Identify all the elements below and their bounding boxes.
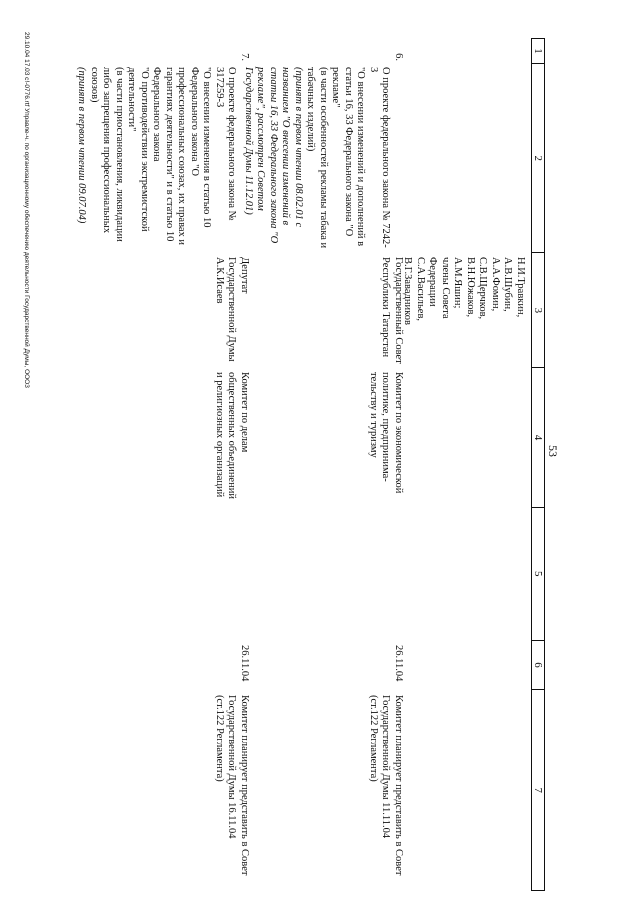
date-cell [401, 641, 526, 691]
description-italic: (принят в первом чтении 09.07.04) [76, 67, 88, 224]
header-col-3: 3 [532, 253, 544, 368]
responsible-committee: Комитет по экономической политике, предпринима-тельству и туризму [368, 372, 404, 494]
description-italic: (принят в первом чтении 08.02.01 с названием "О внесении изменений в статьи 16, 33 Федерального закона "О рекламе", рассмотрен Советом Государственной Думы 11.12.01) [243, 67, 304, 244]
header-col-1: 1 [532, 39, 544, 64]
bill-author: Государственный Совет Республики Татарстан [380, 257, 404, 364]
row-number: 7. [239, 53, 250, 61]
note-cell: Комитет планирует представить в Совет Государственной Думы 16.11.04 (ст.122 Регламента) [214, 695, 250, 876]
responsible-committee [401, 368, 526, 508]
bill-author: Депутат Государственной Думы А.К.Исаев [214, 257, 250, 362]
note-cell [401, 691, 526, 891]
col5-cell [75, 508, 250, 641]
table-row-6 [242, 38, 405, 891]
bill-description [401, 63, 526, 253]
header-col-2: 2 [532, 64, 544, 254]
date-cell: 26.11.04 [393, 645, 404, 682]
table-header [531, 38, 545, 891]
header-col-6: 6 [532, 641, 544, 691]
header-col-7: 7 [532, 787, 544, 793]
description-text: О проекте федерального закона № 317259-3 "О внесении изменения в статью 10 Федерального закона "О профессиональных союзах, их правах и гарантиях деятельности" и в статью 10 Федерального закона "О противодействии экстремистской деятельности" (в части приостановления, ликвидации либо запрещения профессиональных союзов) [89, 67, 238, 246]
page-number: 53 [546, 445, 560, 457]
table-row-continuation [401, 38, 526, 891]
header-col-4: 4 [532, 368, 544, 508]
responsible-committee: Комитет по делам общественных объединений и религиозных организаций [214, 372, 250, 499]
date-cell: 26.11.04 [239, 645, 250, 682]
bill-description [75, 63, 250, 253]
document-footer: 29.10.04 17.03 c!-0776.rtf Управле-ч. по организационному обеспечению деятельности Государственной Думы, OOO3 [23, 32, 30, 388]
header-col-5: 5 [532, 508, 544, 641]
bill-description [242, 63, 405, 253]
description-text: О проекте федерального закона № 7242-3 "О внесении изменений и дополнений в статьи 16, 33 Федерального закона "О рекламе" (в части особенностей рекламы табака и табачных изделий) [305, 67, 392, 249]
row-number: 6. [393, 53, 404, 61]
row-number [401, 38, 526, 63]
note-cell: Комитет планирует представить в Совет Государственной Думы 11.11.04 (ст.122 Регламента) [368, 695, 404, 876]
bill-author: Н.И.Травкин, А.В.Шубин, А.А.Фомин, С.В.Щерчков, В.Н.Южаков, А.М.Яшин; члены Совета Федерации С.А.Васильев, В.Г.Завадников [402, 257, 526, 325]
col5-cell [401, 508, 526, 641]
table-row-7 [75, 38, 250, 891]
col5-cell [242, 508, 405, 641]
